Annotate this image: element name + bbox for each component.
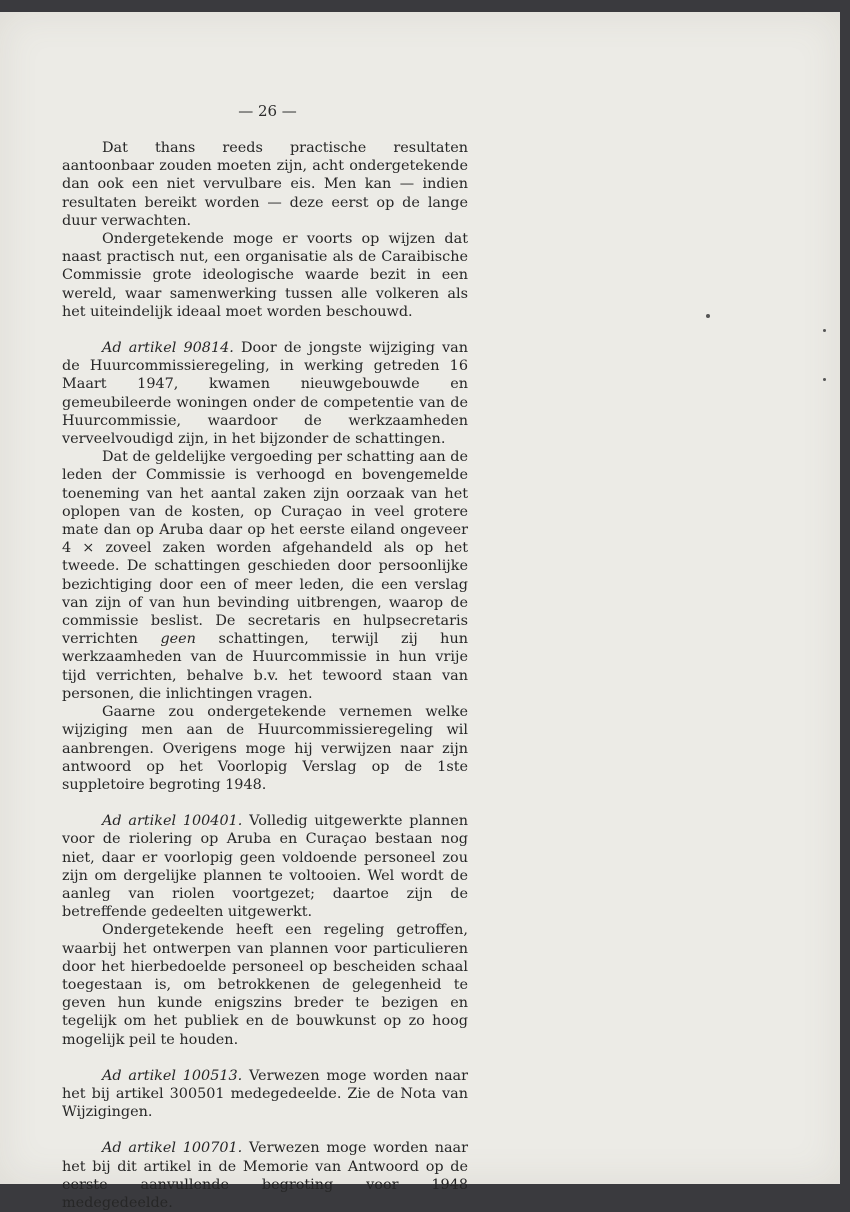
article-paragraph — [62, 1067, 468, 1122]
article-label: Ad artikel 100401. — [102, 813, 243, 830]
emphasis-text: geen — [160, 631, 196, 648]
paragraph-text: Ondergetekende heeft een regeling getroffen, waarbij het ontwerpen van plannen voor particulieren door het hierbedoelde personeel op bescheiden schaal toegestaan is, om betrokkenen de gelegenheid te geven hun kunde enigszins breder te bezigen en tegelijk om het publiek en de bouwkunst op zo hoog mogelijk peil te houden. — [62, 922, 468, 1048]
article-paragraph — [62, 1139, 468, 1212]
paragraph-text: Ondergetekende moge er voorts op wijzen dat naast practisch nut, een organisatie als de Caraibische Commissie grote ideologische waarde bezit in een wereld, waar samenwerking tussen alle volkeren als het uiteindelijk ideaal moet worden beschouwd. — [62, 231, 468, 320]
paragraph-text: Volledig uitgewerkte plannen voor de riolering op Aruba en Curaçao bestaan nog niet, daar er voorlopig geen voldoende personeel zou zijn om dergelijke plannen te voltooien. Wel wordt de aanleg van riolen voortgezet; daartoe zijn de betreffende gedeelten uitgewerkt. — [62, 813, 469, 921]
paragraph — [62, 921, 468, 1048]
article-label: Ad artikel 100701. — [102, 1140, 243, 1157]
paragraph — [62, 448, 468, 703]
paragraph-text: Dat thans reeds practische resultaten aantoonbaar zouden moeten zijn, acht ondergetekende dan ook een niet vervulbare eis. Men kan — indien resultaten bereikt worden — deze eerst op de lange duur verwachten. — [62, 140, 468, 229]
paragraph-text: Gaarne zou ondergetekende vernemen welke wijziging men aan de Huurcommissieregeling wil aanbrengen. Overigens moge hij verwijzen naar zijn antwoord op het Voorlopig Verslag op de 1ste suppletoire begroting 1948. — [62, 704, 468, 793]
document-page — [0, 12, 840, 1211]
article-label: Ad artikel 100513. — [102, 1067, 243, 1084]
article-label: Ad artikel 90814. — [102, 340, 234, 357]
paper-speck — [823, 378, 826, 381]
article-paragraph — [62, 812, 468, 921]
paragraph-text: schattingen, terwijl zij hun werkzaamheden van de Huurcommissie in hun vrije tijd verrichten, behalve b.v. het tewoord staan van personen, die inlichtingen vragen. — [62, 631, 468, 702]
paper-speck — [706, 314, 710, 318]
paragraph-text: Verwezen moge worden naar het bij dit artikel in de Memorie van Antwoord op de eerste aanvullende begroting voor 1948 medegedeelde. — [62, 1140, 469, 1211]
paragraph — [62, 230, 468, 321]
document-body — [62, 139, 468, 1212]
paragraph-text: Verwezen moge worden naar het bij artikel 300501 medegedeelde. Zie de Nota van Wijzigingen. — [62, 1067, 469, 1121]
paper-speck — [823, 329, 826, 332]
paragraph — [62, 703, 468, 794]
paragraph — [62, 139, 468, 230]
page-number: — 26 — — [238, 102, 297, 120]
paragraph-text: Door de jongste wijziging van de Huurcommissieregeling, in werking getreden 16 Maart 1947, kwamen nieuwgebouwde en gemeubileerde woningen onder de competentie van de Huurcommissie, waardoor de werkzaamheden verveelvoudigd zijn, in het bijzonder de schattingen. — [62, 340, 468, 448]
article-paragraph — [62, 339, 468, 448]
paragraph-text: Dat de geldelijke vergoeding per schatting aan de leden der Commissie is verhoogd en bovengemelde toeneming van het aantal zaken zijn oorzaak van het oplopen van de kosten, op Curaçao in veel grotere mate dan op Aruba daar op het eerste eiland ongeveer 4 × zoveel zaken worden afgehandeld als op het tweede. De schattingen geschieden door persoonlijke bezichtiging door een of meer leden, die een verslag van zijn of van hun bevinding uitbrengen, waarop de commissie beslist. De secretaris en hulpsecretaris verrichten — [62, 449, 468, 648]
